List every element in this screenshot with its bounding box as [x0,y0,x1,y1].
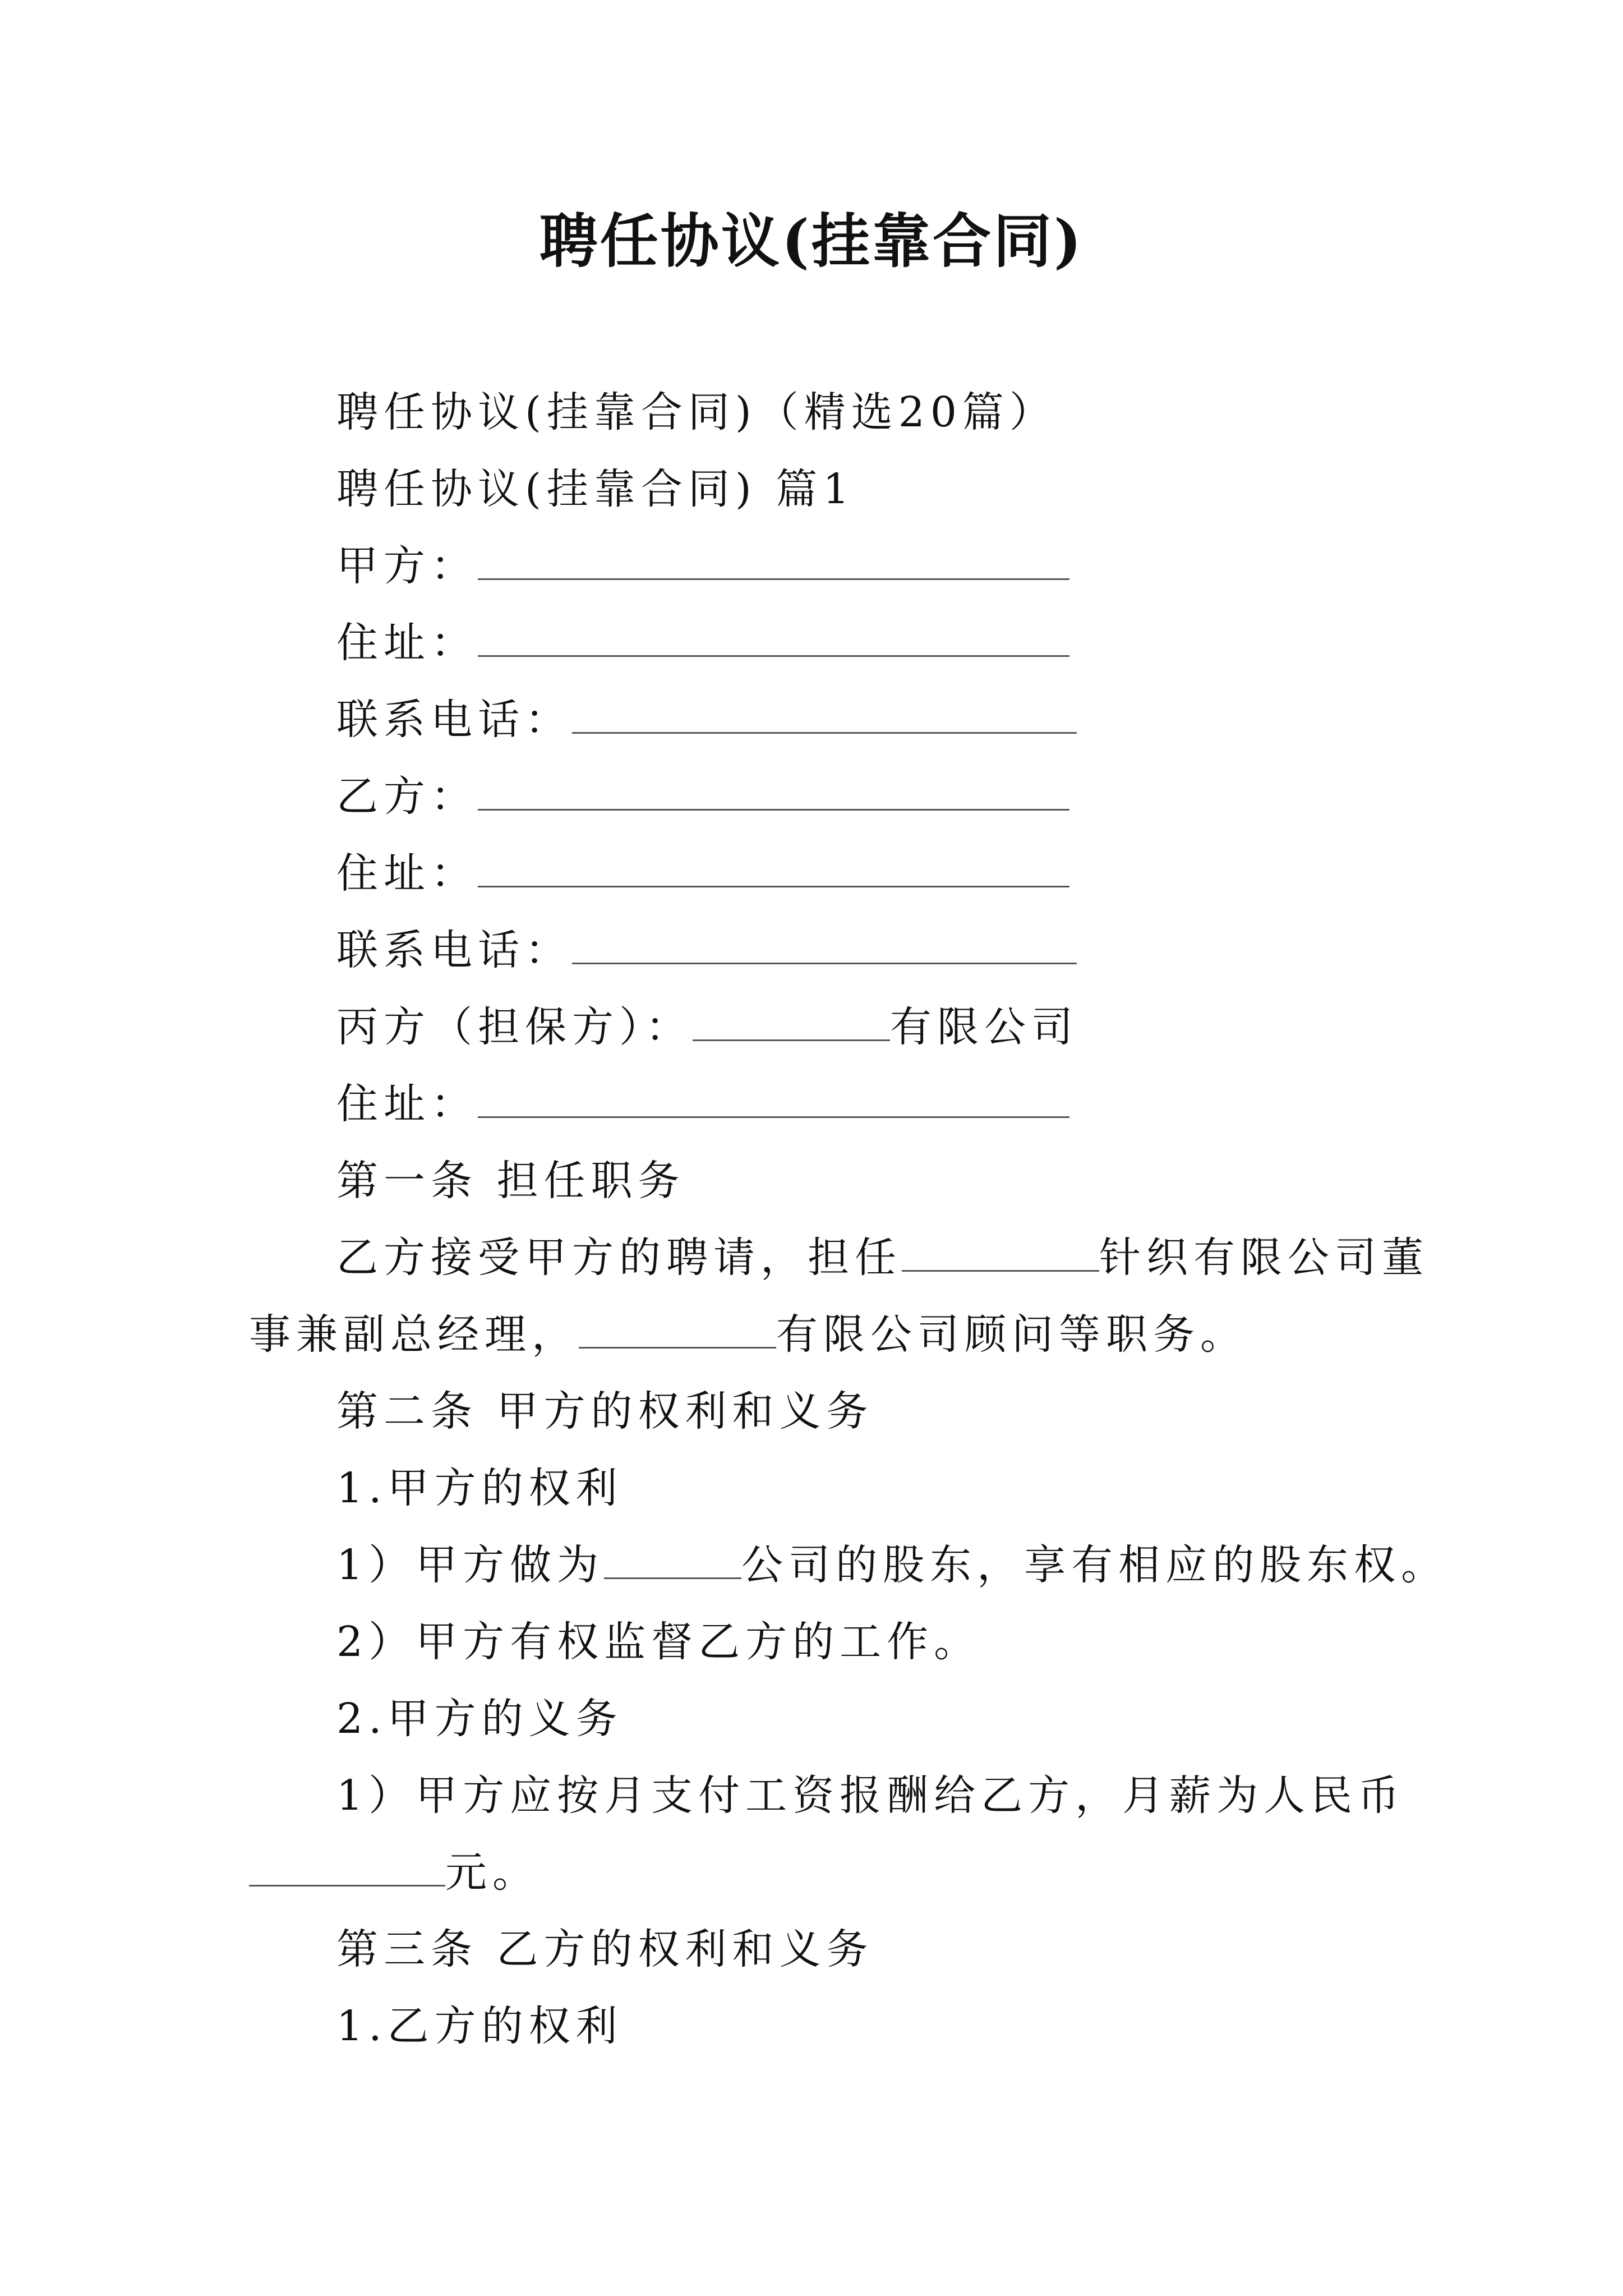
phone-row-2 [336,922,1077,978]
a-rights-heading: 1.甲方的权利 [336,1464,623,1512]
a-rights-item-2: 2）甲方有权监督乙方的工作。 [336,1618,981,1666]
address-blank-3 [478,1082,1069,1118]
phone-blank-2 [572,928,1077,964]
a-rights-item-1 [336,1537,1448,1593]
salary-blank [249,1850,445,1887]
article-1-text-b: 针织有限公司董 [1099,1234,1429,1282]
address-row-3 [336,1076,1069,1132]
address-label-1: 住址： [336,619,478,667]
article-1-text-line-1 [336,1230,1429,1286]
party-c-row [336,999,1078,1055]
address-blank-2 [478,851,1069,887]
a-rights-blank [604,1543,741,1579]
a-duties-item-1: 1）甲方应按月支付工资报酬给乙方，月薪为人民币 [336,1772,1405,1820]
a-duties-heading: 2.甲方的义务 [336,1695,623,1743]
party-a-label: 甲方： [336,542,478,590]
salary-unit: 元。 [445,1848,540,1897]
subtitle-line: 聘任协议(挂靠合同)（精选20篇） [336,388,1057,436]
party-c-label: 丙方（担保方）： [336,1003,693,1051]
article-1-text-c: 事兼副总经理， [249,1310,579,1359]
address-blank-1 [478,620,1069,657]
phone-blank-1 [572,697,1077,734]
address-row-1 [336,615,1069,671]
address-label-2: 住址： [336,849,478,898]
part-heading: 聘任协议(挂靠合同) 篇1 [336,465,855,513]
party-b-row [336,769,1069,825]
party-b-blank [478,774,1069,811]
party-b-label: 乙方： [336,772,478,821]
article-2-heading: 第二条 甲方的权利和义务 [336,1387,874,1435]
party-c-blank [693,1005,890,1041]
article-1-blank-2 [579,1312,776,1349]
address-row-2 [336,845,1069,901]
a-rights-item-1-a: 1）甲方做为 [336,1541,605,1589]
address-label-3: 住址： [336,1080,478,1128]
phone-row-1 [336,692,1077,748]
b-rights-heading: 1.乙方的权利 [336,2002,623,2050]
article-3-heading: 第三条 乙方的权利和义务 [336,1925,874,1973]
article-1-text-d: 有限公司顾问等职务。 [776,1310,1247,1359]
party-c-suffix: 有限公司 [890,1003,1078,1051]
article-1-heading: 第一条 担任职务 [336,1157,685,1205]
party-a-blank [478,544,1069,580]
phone-label-1: 联系电话： [336,696,572,744]
article-1-text-a: 乙方接受甲方的聘请，担任 [336,1234,902,1282]
a-rights-item-1-b: 公司的股东，享有相应的股东权。 [741,1541,1449,1589]
article-1-blank-1 [902,1235,1099,1272]
a-duties-item-1-cont [249,1844,540,1901]
party-a-row [336,538,1069,594]
phone-label-2: 联系电话： [336,926,572,974]
document-title: 聘任协议(挂靠合同) [539,206,1084,275]
article-1-text-line-2 [249,1306,1247,1363]
